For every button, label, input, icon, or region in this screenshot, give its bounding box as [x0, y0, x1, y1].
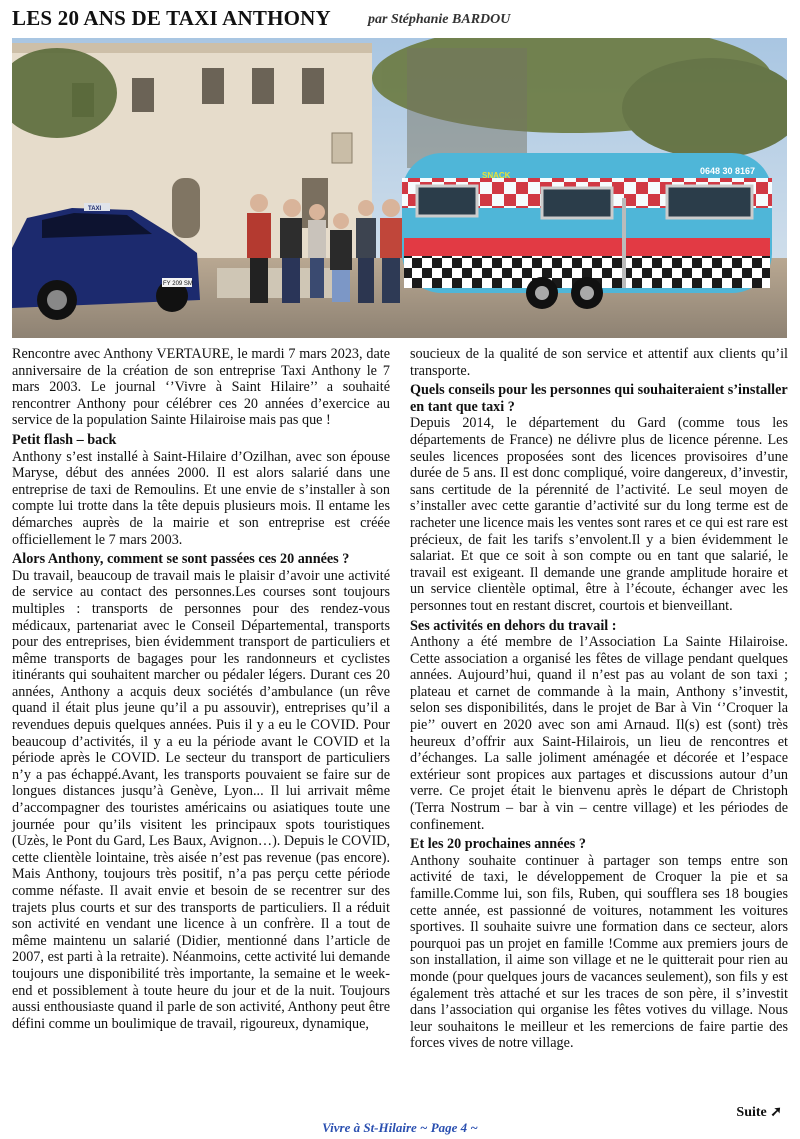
snack-caravan [402, 153, 772, 309]
section-heading-20-years: Alors Anthony, comment se sont passées ces 20 années ? [12, 551, 350, 568]
intro-paragraph: Rencontre avec Anthony VERTAURE, le mardi 7 mars 2023, date anniversaire de la création de son entreprise Taxi Anthony le 7 mars 2003. Le journal ‘’Vivre à Saint Hilaire’’ a souhaité rencontrer Anthony pour célébrer ces 20 années d’exercice au service de la population Sainte Hilairoise mais pas que ! [12, 346, 390, 429]
license-plate: FY 209 SM [163, 281, 193, 287]
caravan-phone-label: 0648 30 8167 [700, 166, 756, 176]
section-heading-activities: Ses activités en dehors du travail : [410, 617, 617, 634]
paragraph-flashback: Anthony s’est installé à Saint-Hilaire d’Ozilhan, avec son épouse Maryse, début des années 2000. Il est alors salarié dans une entreprise de taxi de Remoulins. Et une envie de s’installer à son compte lui trotte dans la tête depuis plusieurs mois. Il entame les démarches auprès de la mairie et son entreprise est créée officiellement le 7 mars 2003. [12, 448, 390, 548]
right-column [410, 346, 788, 1052]
section-heading-next-years: Et les 20 prochaines années ? [410, 836, 586, 853]
arrow-up-right-icon: ➚ [770, 1105, 782, 1120]
left-column [12, 346, 390, 1032]
page-footer: Vivre à St-Hilaire ~ Page 4 ~ [322, 1120, 478, 1135]
suite-label: Suite [736, 1105, 767, 1120]
paragraph-activities: Anthony a été membre de l’Association La Sainte Hilairoise. Cette association a organisé les fêtes de village pendant quelques années. Aujourd’hui, quand il n’est pas au volant de son taxi ; plateau et carnet de commande à la main, Anthony s’investit, selon ses disponibilités, dans le projet de Bar à Vin ‘’Croquer la pie’’ ouvert en 2020 avec son ami Arnaud. Il(s) est (sont) très heureux d’offrir aux Saint-Hilairois, un lieu de rencontres et d’échanges. La salle joliment aménagée et décorée et l’espace extérieur sont propices aux partages et discussions autour d’un verre. Ce projet était le bienvenu après le départ de Christoph (Terra Nostrum – bar à vin – centre village) et les périodes de confinement. [410, 634, 788, 833]
article-photo [12, 38, 787, 338]
article-title: LES 20 ANS DE TAXI ANTHONY [12, 6, 331, 30]
section-heading-flashback: Petit flash – back [12, 431, 117, 448]
article-header [12, 6, 788, 36]
caravan-brand-label: SNACK [482, 171, 511, 180]
taxi-roof-sign: TAXI [88, 206, 102, 212]
paragraph-20-years: Du travail, beaucoup de travail mais le plaisir d’avoir une activité de service au contact des personnes.Les courses sont toujours multiples : transports de personnes pour des rendez-vous médicaux, partenariat avec le Conseil Départemental, transports pour des entreprises, bien évidemment transport de particuliers et même transports de bagages pour les randonneurs et cyclistes itinérants qui souhaitent marcher ou pédaler légers. Durant ces 20 années, Anthony a acquis deux sociétés d’ambulance (un rêve quand il était plus jeune qu’il a pu assouvir), entreprises qu’il a revendues depuis quelques années. Puis il y a eu le COVID. Pour beaucoup d’activités, il y a eu la période avant le COVID et la période après le COVID. Le secteur du transport de particuliers n’y a pas échappé.Avant, les transports pouvaient se faire sur de longues distances jusqu’à Genève, Lyon... Il lui arrivait même d’accompagner des touristes américains ou asiatiques toute une journée pour qu’ils visitent les principaux spots touristiques (Uzès, le Pont du Gard, Les Baux, Avignon…). Depuis le COVID, cette clientèle lointaine, très aisée n’est pas revenue (pas encore). Mais Anthony, toujours très positif, n’a pas perçu cette période comme néfaste. Il avait envie et besoin de se recentrer sur des trajets plus courts et sur des transports de particuliers. Il a réduit son activité en vendant une licence à un confrère. Il a tout de même maintenu un salarié (Didier, mentionné dans l’article de 2007, est parti à la retraite). Néanmoins, cette activité lui demande toujours une disponibilité très importante, la semaine et le week-end et possiblement à toute heure du jour et de la nuit. Toujours aussi enthousiaste quand il parle de son activité, Anthony peut être défini comme un boulimique de travail, rigoureux, dynamique, [12, 567, 390, 1032]
continued-marker [736, 1104, 782, 1121]
article-author: par Stéphanie BARDOU [368, 12, 511, 27]
paragraph-continued: soucieux de la qualité de son service et attentif aux clients qu’il transporte. [410, 346, 788, 379]
paragraph-next-years: Anthony souhaite continuer à partager son temps entre son activité de taxi, le développement de Croquer la pie et sa famille.Comme lui, son fils, Ruben, qui soufflera ses 18 bougies cette année, est passionné de voitures, notamment les voitures sportives. Il souhaite suivre une formation dans ce secteur, alors pourquoi pas un projet en famille !Comme aux premiers jours de son installation, il aime son village et ne le quitterait pour rien au monde (pour quelques jours de vacances seulement), son fils y est également très attaché et sur les traces de son père, il s’investit dans l’association qui organise les fêtes votives du village. Nous leur souhaitons le meilleur et les remercions de faire partie des forces vives de notre village. [410, 852, 788, 1052]
section-heading-advice: Quels conseils pour les personnes qui souhaiteraient s’installer en tant que taxi ? [410, 382, 788, 415]
paragraph-advice: Depuis 2014, le département du Gard (comme tous les départements de France) ne délivre plus de licence pérenne. Les seules licences proposées sont des licences provisoires d’une durée de 5 ans. Il est donc compliqué, voire dangereux, d’investir, sans certitude de la pérennité de l’activité. Le seul moyen de s’installer avec cette garantie d’activité sur du long terme est de racheter une licence mais les ventes sont rares et ce qui est rare est précieux, de fait les tarifs s’envolent.Il y a bien évidemment le salariat. Et que ce soit à son compte ou en tant que salarié, le travail est exigeant. Il demande une grande amplitude horaire et un service clientèle optimal, être à l’écoute, échanger avec les personnes tout en restant discret, courtois et bienveillant. [410, 415, 788, 614]
